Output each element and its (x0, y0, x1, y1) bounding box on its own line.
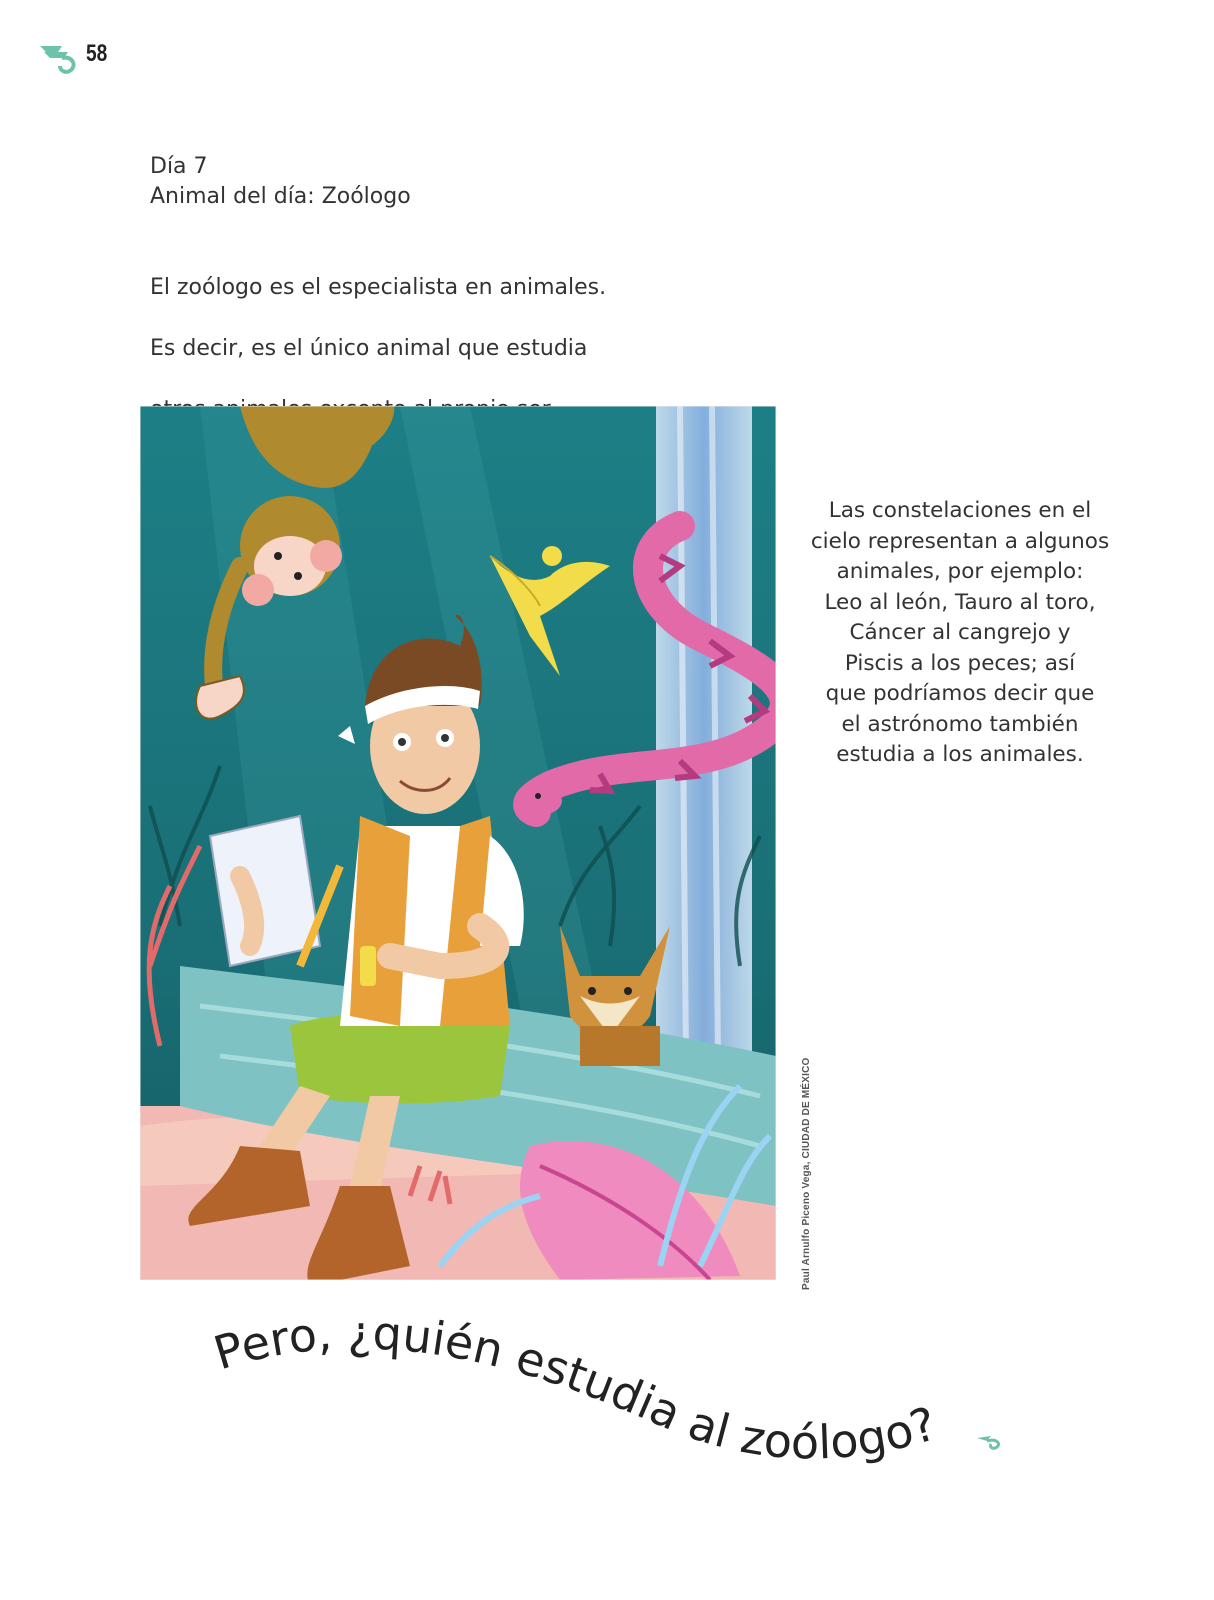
paragraph-line: Es decir, es el único animal que estudia (150, 335, 588, 361)
intro-block (150, 152, 411, 212)
animal-of-day: Animal del día: Zoólogo (150, 184, 411, 209)
note-line: Leo al león, Tauro al toro, (824, 589, 1096, 615)
page-number: 58 (86, 40, 108, 67)
note-line: estudia a los animales. (836, 742, 1084, 767)
note-line: Las constelaciones en el (828, 498, 1092, 523)
closing-question-text: Pero, ¿quién estudia al zoólogo? (207, 1310, 943, 1470)
end-mark-icon (975, 1432, 1005, 1452)
note-line: que podríamos decir que (825, 681, 1095, 706)
notepad (210, 816, 320, 966)
note-line: Cáncer al cangrejo y (849, 620, 1071, 645)
day-label: Día 7 (150, 154, 208, 179)
book-mark-icon (38, 42, 78, 76)
illustration-credit: Paul Arnulfo Piceno Vega, CIUDAD DE MÉXICO (801, 1057, 812, 1290)
paragraph-line: El zoólogo es el especialista en animales. (150, 274, 607, 300)
closing-question (200, 1310, 980, 1510)
note-line: Piscis a los peces; así (844, 650, 1076, 676)
svg-text:Pero, ¿quién estudia al zoólog (208, 1310, 943, 1470)
note-line: el astrónomo también (841, 711, 1079, 737)
note-line: animales, por ejemplo: (836, 559, 1084, 584)
zoologist-illustration (140, 406, 776, 1280)
constellations-note (790, 496, 1130, 771)
note-line: cielo representan a algunos (810, 528, 1110, 554)
